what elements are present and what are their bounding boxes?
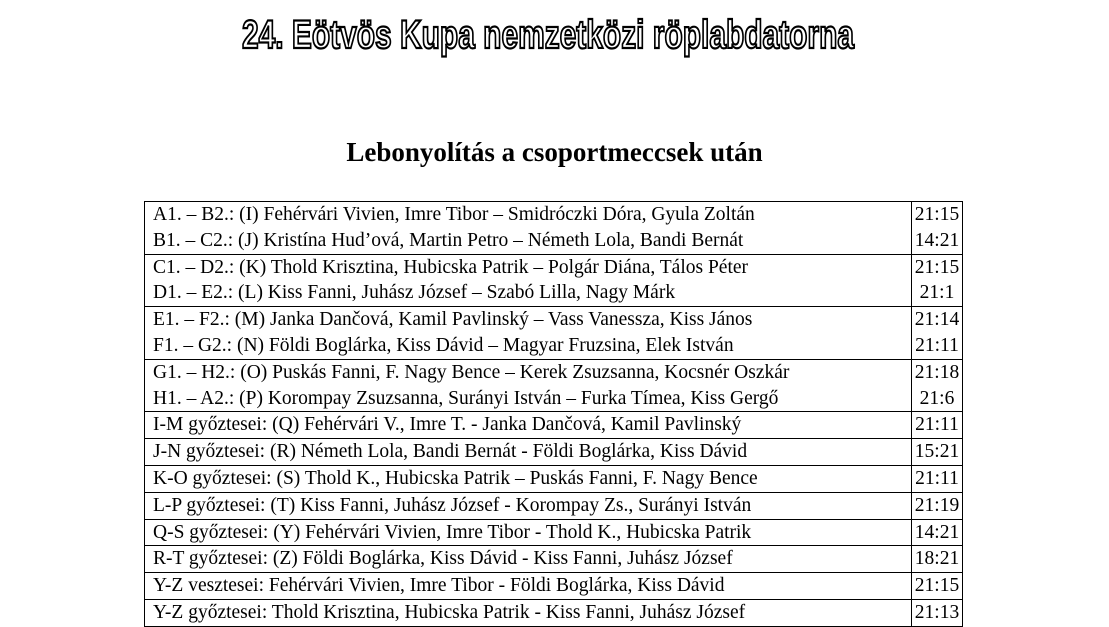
- score-cell: 21:13: [912, 599, 963, 626]
- match-cell: G1. – H2.: (O) Puskás Fanni, F. Nagy Bence – Kerek Zsuzsanna, Kocsnér Oszkár: [145, 359, 912, 385]
- match-cell: B1. – C2.: (J) Kristína Hud’ová, Martin Petro – Németh Lola, Bandi Bernát: [145, 228, 912, 254]
- match-cell: Q-S győztesei: (Y) Fehérvári Vivien, Imre Tibor - Thold K., Hubicska Patrik: [145, 519, 912, 546]
- score-cell: 21:15: [912, 254, 963, 280]
- table-row: [145, 492, 963, 519]
- match-cell: E1. – F2.: (M) Janka Dančová, Kamil Pavlinský – Vass Vanessza, Kiss János: [145, 307, 912, 333]
- score-cell: 21:11: [912, 412, 963, 439]
- table-row: [145, 546, 963, 573]
- match-cell: C1. – D2.: (K) Thold Krisztina, Hubicska Patrik – Polgár Diána, Tálos Péter: [145, 254, 912, 280]
- table-row: [145, 202, 963, 228]
- table-row: [145, 412, 963, 439]
- table-row: [145, 465, 963, 492]
- match-cell: R-T győztesei: (Z) Földi Boglárka, Kiss Dávid - Kiss Fanni, Juhász József: [145, 546, 912, 573]
- score-cell: 21:1: [912, 280, 963, 306]
- subtitle: Lebonyolítás a csoportmeccsek után: [346, 137, 763, 167]
- page-title: [0, 4, 1096, 64]
- table-row: [145, 333, 963, 359]
- score-cell: 21:18: [912, 359, 963, 385]
- score-cell: 21:11: [912, 333, 963, 359]
- match-cell: Y-Z győztesei: Thold Krisztina, Hubicska Patrik - Kiss Fanni, Juhász József: [145, 599, 912, 626]
- match-cell: L-P győztesei: (T) Kiss Fanni, Juhász József - Korompay Zs., Surányi István: [145, 492, 912, 519]
- match-cell: I-M győztesei: (Q) Fehérvári V., Imre T. - Janka Dančová, Kamil Pavlinský: [145, 412, 912, 439]
- match-cell: D1. – E2.: (L) Kiss Fanni, Juhász József – Szabó Lilla, Nagy Márk: [145, 280, 912, 306]
- score-cell: 18:21: [912, 546, 963, 573]
- score-cell: 21:14: [912, 307, 963, 333]
- table-row: [145, 307, 963, 333]
- match-cell: H1. – A2.: (P) Korompay Zsuzsanna, Surányi István – Furka Tímea, Kiss Gergő: [145, 386, 912, 412]
- table-row: [145, 359, 963, 385]
- title-text: 24. Eötvös Kupa nemzetközi röplabdatorna: [242, 13, 855, 57]
- table-row: [145, 599, 963, 626]
- table-row: [145, 386, 963, 412]
- score-cell: 21:11: [912, 465, 963, 492]
- score-cell: 21:6: [912, 386, 963, 412]
- results-table: [144, 201, 963, 627]
- match-cell: Y-Z vesztesei: Fehérvári Vivien, Imre Tibor - Földi Boglárka, Kiss Dávid: [145, 573, 912, 600]
- score-cell: 14:21: [912, 228, 963, 254]
- score-cell: 21:15: [912, 573, 963, 600]
- match-cell: K-O győztesei: (S) Thold K., Hubicska Patrik – Puskás Fanni, F. Nagy Bence: [145, 465, 912, 492]
- score-cell: 14:21: [912, 519, 963, 546]
- table-row: [145, 254, 963, 280]
- score-cell: 15:21: [912, 439, 963, 466]
- match-cell: F1. – G2.: (N) Földi Boglárka, Kiss Dávid – Magyar Fruzsina, Elek István: [145, 333, 912, 359]
- score-cell: 21:19: [912, 492, 963, 519]
- score-cell: 21:15: [912, 202, 963, 228]
- table-row: [145, 280, 963, 306]
- match-cell: A1. – B2.: (I) Fehérvári Vivien, Imre Tibor – Smidróczki Dóra, Gyula Zoltán: [145, 202, 912, 228]
- table-row: [145, 439, 963, 466]
- table-row: [145, 228, 963, 254]
- table-row: [145, 519, 963, 546]
- table-row: [145, 573, 963, 600]
- match-cell: J-N győztesei: (R) Németh Lola, Bandi Bernát - Földi Boglárka, Kiss Dávid: [145, 439, 912, 466]
